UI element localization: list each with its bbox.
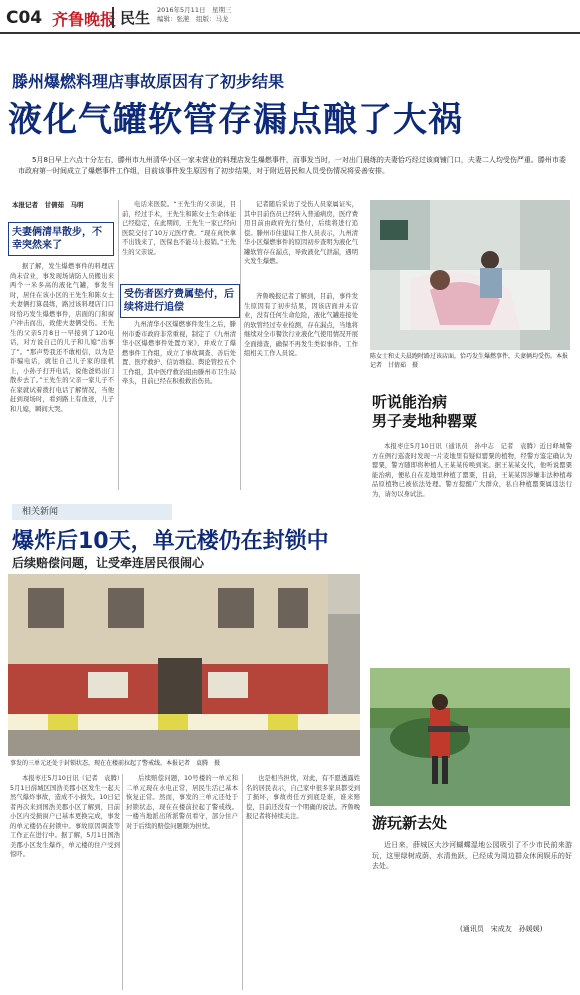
building-photo	[8, 574, 360, 756]
story1-byline: 本报记者 甘倩茹 马明	[12, 201, 84, 209]
story3-body: 本报枣庄5月10日讯（通讯员 孙中志 记者 袁腾）近日峄城警方在例行巡查时发现一片麦地里有疑似罂粟的植物，经警方鉴定确认为罂粟，警方随即将种植人王某某传唤到案。据王某某交代，他听说罂粟能治病，便私自在麦地里种植了罂粟，目前，王某某因涉嫌非法种植毒品原植物已被依法处理。警方提醒广大群众，私自种植罂粟属违法行为，请勿以身试法。	[372, 443, 572, 498]
header-date: 2016年5月11日 星期三	[157, 6, 232, 14]
section-name: 民生	[112, 7, 150, 28]
column-divider	[118, 200, 119, 490]
column-divider	[240, 200, 241, 490]
park-photo-illustration	[370, 668, 570, 806]
hospital-photo-illustration	[370, 200, 570, 350]
page-header	[0, 0, 580, 34]
story1-column-2: 电话来医院。“王先生的父亲说，目前，经过手术，王先生和陈女士生命体征已经稳定，在此期间，王先生一家已经向医院交付了10万元医疗费。“现在真快拿不出钱来了，医保也不能马上报销。”王先生的父亲说。	[122, 201, 236, 256]
page-number: C04	[6, 8, 43, 28]
story2-subhead: 后续赔偿问题，让受牵连居民很闹心	[12, 556, 205, 570]
story1-lead: 5月8日早上六点十分左右，滕州市九州清华小区一家未营业的料理店发生爆燃事件，而事发当时，一对出门晨练的夫妻恰巧经过该商铺门口，夫妻二人均受伤严重。滕州市委市政府第一时间成立了爆燃事件工作组，目前该事件发生原因有了初步结果，对于附近居民和人员受伤情况将妥善安排。	[18, 156, 566, 175]
park-photo	[370, 668, 570, 806]
column-divider	[122, 774, 123, 990]
header-rule	[0, 32, 580, 34]
building-photo-illustration	[8, 574, 360, 756]
related-news-tag: 相关新闻	[12, 504, 172, 520]
story2-headline: 爆炸后10天，单元楼仍在封锁中	[12, 529, 329, 554]
column-divider	[242, 774, 243, 990]
story1-kicker: 滕州爆燃料理店事故原因有了初步结果	[12, 72, 285, 91]
story2-column-1: 本报枣庄5月10日讯（记者 袁腾）5月1日薛城区国浩美郡小区发生一起天然气爆炸事故，造成不小损失。10日记者再次来到国浩美郡小区了解到，目前小区内受损窗户已基本更换完成，事发的单元楼仍在封锁中。事故原因调查等工作正在进行中。据了解，5月1日国浩美郡小区发生爆炸，单元楼的住户受到惊吓。	[10, 775, 120, 858]
story3-headline-line2: 男子麦地种罂粟	[372, 412, 478, 430]
story1-column-3b: 齐鲁晚报记者了解到，目前，事件发生原因有了初步结果，因该店面并未营业，没有任何生命危险，液化气罐连接处的软管经过专业检测，存在漏点，当地将继续对全市餐饮行业液化气使用情况开展全面排查，确保不再发生类似事件。工作组相关工作人员说。	[244, 293, 358, 357]
header-meta	[157, 6, 231, 24]
story1-subhead-2: 受伤者医疗费属垫付，后续将进行追偿	[120, 284, 240, 318]
story1-column-2b: 九州清华小区爆燃事件发生之后，滕州市委市政府非常重视，制定了《九州清华小区爆燃事件处置方案》，并成立了爆燃事件工作组，成立了事故调查、善后处置、医疗救护、信访维稳、舆论管控五个工作组，其中医疗救治组由滕州市卫生局牵头，目前已经在积极救治伤员。	[122, 321, 236, 385]
story1-subhead-1: 夫妻俩清早散步，不幸突然来了	[8, 222, 114, 256]
story1-column-1: 据了解，发生爆燃事件的料理店尚未营业，事发现场请防人员搬出来两个一米多高的液化气罐，事发当时，居住在该小区的王先生和陈女士夫妻俩打算晨练，路过该料理店门口时恰巧发生爆燃事件，店面的门和窗户冲击而出，致使夫妻俩受伤。王先生的父亲5月8日一早接到了120电话，对方说自己的儿子和儿媳“出事了”。“那声势我还不敢相信，以为是诈骗电话，就往自己儿子家的座机上，小孙子打开电话，说他爸妈出门散步去了。”王先生的父亲一家儿子不在家就试着拨打电话了解情况，当他赶到现场时，看到路上有血迹，儿子和儿媳，瞬间大哭。	[10, 263, 114, 413]
story1-column-3: 记者随后采访了受伤人员家属证实，其中目前伤员已经转入普通病房，医疗费用目前由政府先行垫付，后续将进行追偿。滕州市住建局工作人员表示，九州清华小区爆燃事件的原因初步查明为液化气罐软管存在漏点，导致液化气泄漏，遇明火发生爆燃。	[244, 201, 358, 265]
story4-body: 近日来，薛城区大沙河蝴蝶湿地公园吸引了不少市民前来游玩，这里绿树成荫，水清鱼跃，已经成为周边群众休闲娱乐的好去处。	[372, 841, 572, 870]
story2-column-3: 也是相当担忧，对此，有不愿透露姓名的居民表示，自己家中很多家具都受到了损坏，事故责任方到底是谁，谁来赔偿，目前还没有一个明确的说法。齐鲁晚报记者将持续关注。	[246, 775, 360, 820]
story4-headline: 游玩新去处	[372, 814, 448, 832]
story3-headline	[372, 393, 572, 431]
story2-column-2: 后续赔偿问题，10号楼的一单元和二单元现在水电正常，居民生活已基本恢复正常。然而，事发的三单元还处于封锁状态，现在在楼前拉起了警戒线。一楼当地派出所派警员看守，部分住户对于后续的赔偿问题颇为担忧。	[126, 775, 238, 830]
hospital-photo	[370, 200, 570, 350]
story3-headline-line1: 听说能治病	[372, 393, 448, 411]
story1-headline: 液化气罐软管存漏点酿了大祸	[8, 100, 463, 140]
hospital-photo-caption: 陈女士和丈夫晨跑时路过该店面，恰巧发生爆燃事件，夫妻俩均受伤。本报记者 甘倩茹 摄	[370, 353, 569, 369]
story4-credit: (通讯员 宋成友 孙媛媛)	[460, 925, 543, 933]
header-editor: 编辑：张滟 组版：马龙	[157, 15, 229, 23]
newspaper-logo: 齐鲁晚报	[52, 10, 117, 29]
building-photo-caption: 事发的三单元还处于封锁状态，现在在楼前拉起了警戒线。本报记者 袁腾 摄	[10, 760, 221, 767]
